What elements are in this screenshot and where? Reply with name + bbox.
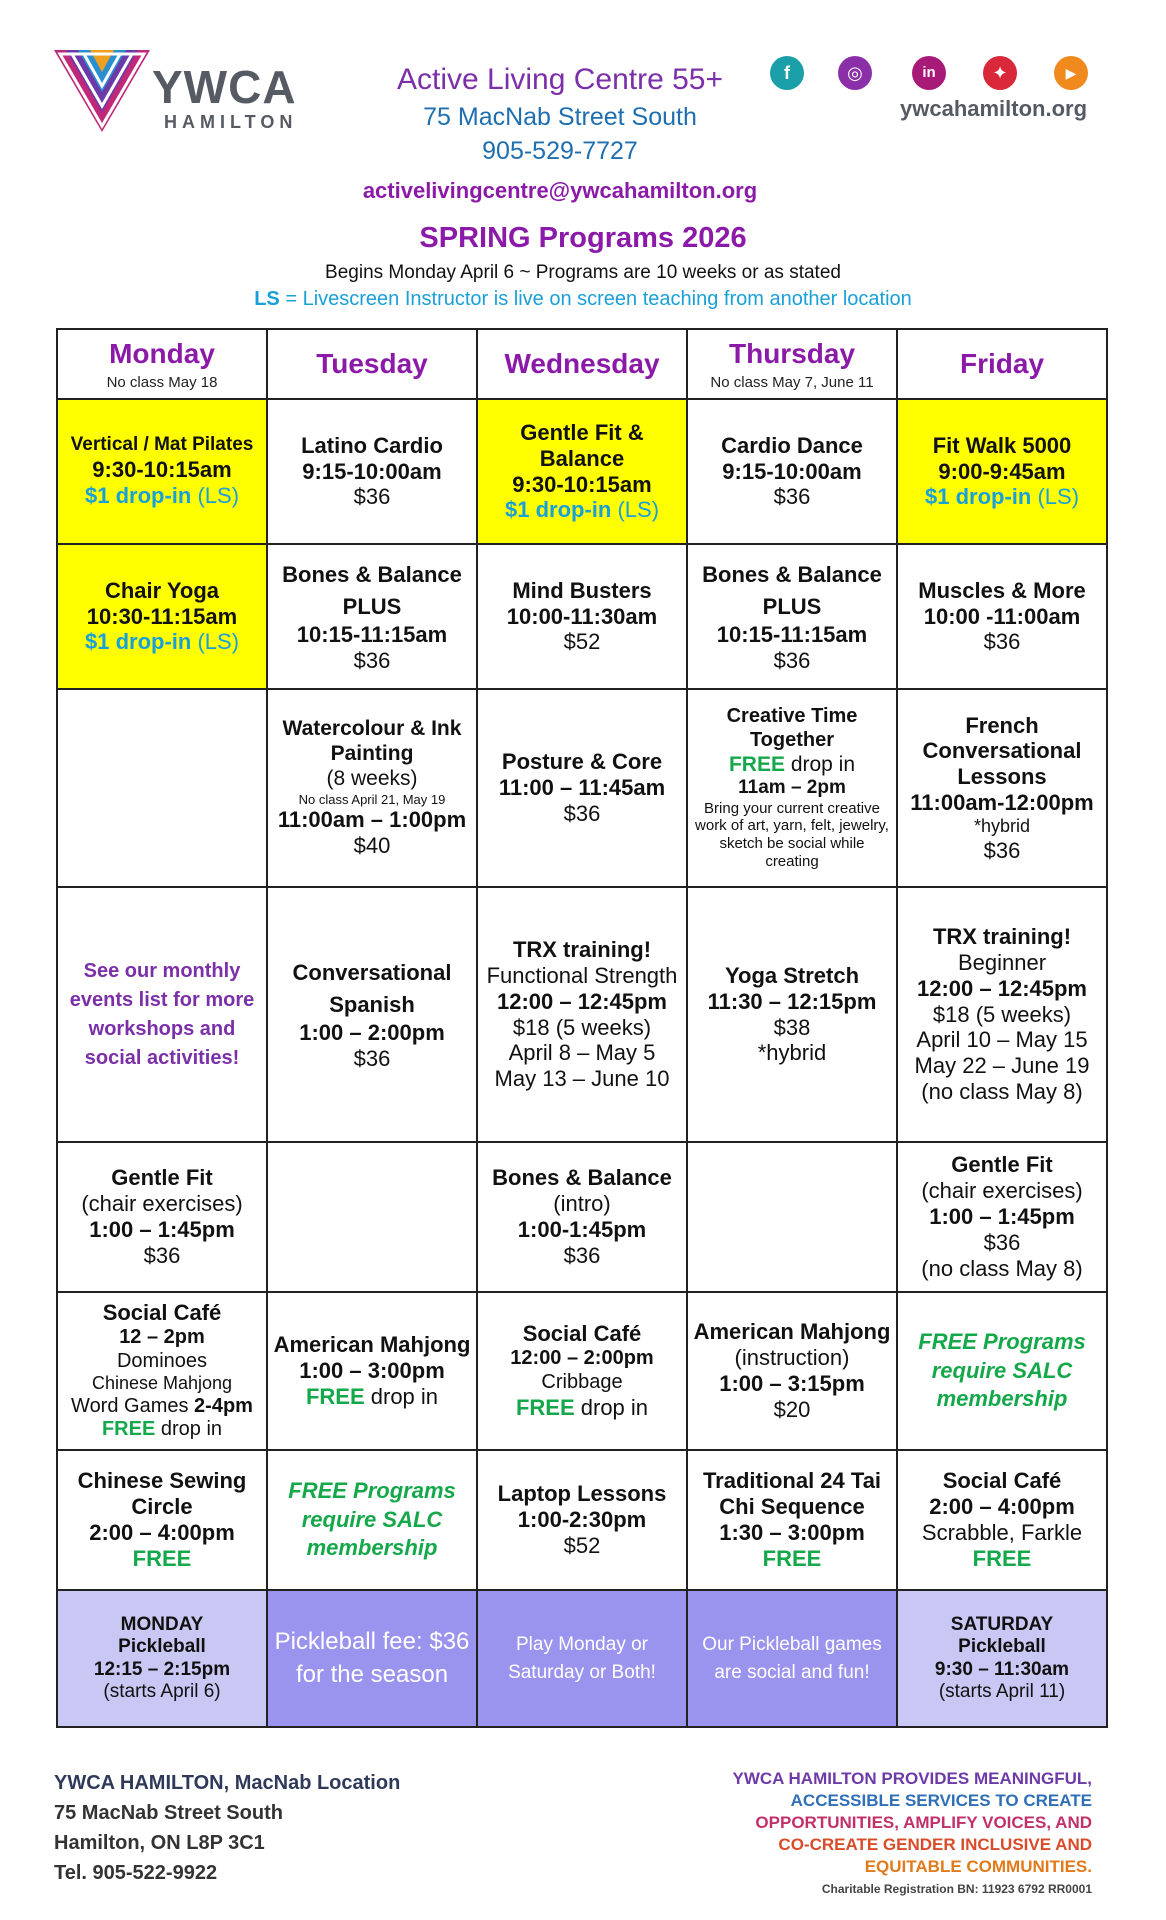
program-time: 9:30-10:15am <box>512 471 652 497</box>
membership-note: FREE Programs require SALC membership <box>918 1329 1086 1412</box>
program-dropin: $1 drop-in (LS) <box>84 629 240 655</box>
membership-note-cell <box>897 1292 1107 1450</box>
program-title: American Mahjong <box>693 1319 891 1345</box>
program-free: FREE <box>762 1545 822 1571</box>
program-cell-fit-walk <box>897 399 1107 544</box>
program-price: $36 <box>563 800 601 826</box>
pickleball-time: 12:15 – 2:15pm <box>93 1658 231 1680</box>
program-title: Conversational Spanish <box>292 959 452 1017</box>
program-title: Social Café <box>102 1300 222 1326</box>
program-title: Vertical / Mat Pilates <box>70 434 254 456</box>
pickleball-days-cell <box>477 1590 687 1727</box>
program-activity: Word Games 2-4pm <box>71 1394 253 1417</box>
monthly-events-note: See our monthly events list for more workshops and social activities! <box>69 959 255 1069</box>
program-dropin: $1 drop-in (LS) <box>84 482 240 508</box>
pickleball-days-note: Play Monday or Saturday or Both! <box>508 1633 656 1683</box>
program-title: TRX training! <box>932 923 1072 949</box>
program-time: 2:00 – 4:00pm <box>89 1520 235 1545</box>
program-title: Watercolour & Ink Painting <box>282 717 462 765</box>
program-title: Yoga Stretch <box>724 962 860 988</box>
program-time: 12:00 – 2:00pm <box>510 1347 654 1370</box>
program-time: 9:30-10:15am <box>92 456 232 482</box>
program-title: Social Café <box>942 1468 1062 1494</box>
pickleball-social-note: Our Pickleball games are social and fun! <box>702 1633 882 1683</box>
footer-street: 75 MacNab Street South <box>54 1802 283 1824</box>
program-cell-muscles-more <box>897 544 1107 689</box>
pickleball-start: (starts April 11) <box>938 1680 1066 1702</box>
day-header-row <box>57 329 1107 399</box>
program-dropin: $1 drop-in (LS) <box>504 497 660 523</box>
program-time: 12 – 2pm <box>119 1326 205 1349</box>
program-price: $52 <box>563 1532 601 1558</box>
pickleball-saturday-cell <box>897 1590 1107 1727</box>
program-subtitle: (intro) <box>553 1191 611 1217</box>
program-subtitle: (chair exercises) <box>921 1178 1083 1204</box>
program-cell-spanish <box>267 887 477 1142</box>
program-dates: April 10 – May 15 <box>916 1027 1088 1053</box>
pickleball-start: (starts April 6) <box>103 1680 221 1702</box>
program-cell-american-mahjong-instruction <box>687 1292 897 1450</box>
program-time: 10:15-11:15am <box>716 622 868 648</box>
pickleball-monday-cell <box>57 1590 267 1727</box>
program-subtitle: Beginner <box>957 949 1047 975</box>
program-time: 1:00-1:45pm <box>517 1217 647 1242</box>
empty-cell <box>267 1142 477 1292</box>
day-header-wednesday: Wednesday <box>477 329 687 399</box>
program-dropin: FREE drop in <box>101 1418 223 1441</box>
program-title: Posture & Core <box>501 749 663 775</box>
program-price: $18 (5 weeks) <box>932 1001 1072 1027</box>
empty-cell <box>687 1142 897 1292</box>
mission-line: CO-CREATE GENDER INCLUSIVE AND <box>778 1835 1092 1854</box>
program-cell-trx-functional <box>477 887 687 1142</box>
program-cell-social-cafe-mon <box>57 1292 267 1450</box>
program-time: 11:00am-12:00pm <box>910 790 1094 816</box>
pickleball-social-cell <box>687 1590 897 1727</box>
footer-mission <box>672 1768 1092 1900</box>
program-free: FREE <box>132 1545 192 1571</box>
program-price: $36 <box>983 837 1021 863</box>
day-header-thursday: Thursday No class May 7, June 11 <box>687 329 897 399</box>
program-title: Creative Time Together <box>726 705 858 752</box>
program-time: 11:30 – 12:15pm <box>707 988 877 1014</box>
program-title: Social Café <box>522 1321 642 1347</box>
charitable-registration: Charitable Registration BN: 11923 6792 RR0001 <box>821 1882 1092 1896</box>
program-title: Gentle Fit <box>111 1165 213 1191</box>
program-cell-bones-balance-intro <box>477 1142 687 1292</box>
twitter-icon[interactable]: ✦ <box>983 56 1017 90</box>
program-price: $18 (5 weeks) <box>512 1014 652 1040</box>
schedule-row <box>57 1142 1107 1292</box>
program-title: French Conversational Lessons <box>922 712 1082 790</box>
program-title: Mind Busters <box>512 577 652 603</box>
social-links <box>770 56 1090 92</box>
membership-note-cell <box>267 1450 477 1590</box>
program-time: 1:00 – 3:00pm <box>299 1358 445 1384</box>
program-price: $36 <box>983 1229 1021 1255</box>
centre-title: Active Living Centre 55+ <box>396 63 723 96</box>
program-cell-social-cafe-fri <box>897 1450 1107 1590</box>
program-price: $36 <box>353 648 391 674</box>
program-time: 1:00 – 2:00pm <box>299 1020 445 1046</box>
facebook-icon[interactable]: f <box>770 56 804 90</box>
program-time: 1:00 – 3:15pm <box>719 1371 865 1396</box>
program-title: Chinese Sewing Circle <box>77 1468 247 1520</box>
program-cell-watercolour <box>267 689 477 887</box>
program-title: Latino Cardio <box>301 432 443 458</box>
day-header-friday: Friday <box>897 329 1107 399</box>
program-title: Bones & Balance <box>492 1165 672 1191</box>
website-link[interactable]: ywcahamilton.org <box>900 96 1088 121</box>
program-activity: Dominoes <box>116 1349 208 1372</box>
ywca-logo <box>52 46 302 136</box>
program-title: Gentle Fit <box>951 1152 1053 1178</box>
program-cell-latino-cardio <box>267 399 477 544</box>
schedule-row <box>57 689 1107 887</box>
centre-address: 75 MacNab Street South <box>423 103 697 131</box>
schedule-row <box>57 887 1107 1142</box>
logo-subtitle: HAMILTON <box>164 112 298 132</box>
program-title: Laptop Lessons <box>497 1481 667 1507</box>
program-time: 10:00 -11:00am <box>923 603 1081 629</box>
footer-address <box>54 1768 400 1888</box>
logo-wordmark: YWCA <box>152 61 297 113</box>
program-title: Cardio Dance <box>721 432 863 458</box>
program-title: Muscles & More <box>918 577 1086 603</box>
program-time: 10:30-11:15am <box>86 603 238 629</box>
pickleball-fee: Pickleball fee: $36 for the season <box>274 1628 470 1688</box>
program-title: Gentle Fit & Balance <box>520 419 644 471</box>
program-title: Fit Walk 5000 <box>932 432 1072 458</box>
program-cell-cardio-dance <box>687 399 897 544</box>
mission-line: EQUITABLE COMMUNITIES. <box>864 1857 1092 1876</box>
program-duration: (8 weeks) <box>326 766 418 790</box>
program-cell-chair-yoga <box>57 544 267 689</box>
program-time: 1:30 – 3:00pm <box>719 1520 865 1545</box>
pickleball-row <box>57 1590 1107 1727</box>
program-time: 9:15-10:00am <box>302 458 442 484</box>
footer-org: YWCA HAMILTON, MacNab Location <box>54 1772 401 1794</box>
schedule-row <box>57 544 1107 689</box>
program-price: $38 <box>773 1014 811 1040</box>
youtube-icon[interactable]: ▶ <box>1054 56 1088 90</box>
day-header-monday: Monday No class May 18 <box>57 329 267 399</box>
program-cell-yoga-stretch <box>687 887 897 1142</box>
program-format: *hybrid <box>757 1040 827 1066</box>
program-description: Bring your current creative work of art, yarn, felt, jewelry, sketch be social while creating <box>695 799 889 870</box>
program-cell-trx-beginner <box>897 887 1107 1142</box>
season-start-note: Begins Monday April 6 ~ Programs are 10 weeks or as stated <box>325 262 841 283</box>
pickleball-time: 9:30 – 11:30am <box>934 1658 1070 1680</box>
schedule-table <box>56 328 1108 1728</box>
program-subtitle: (chair exercises) <box>81 1191 243 1217</box>
footer-tel: Tel. 905-522-9922 <box>54 1862 218 1884</box>
program-price: $36 <box>353 1046 391 1072</box>
program-time: 12:00 – 12:45pm <box>497 988 667 1014</box>
mission-line: ACCESSIBLE SERVICES TO CREATE <box>790 1791 1092 1810</box>
program-activity: Cribbage <box>541 1371 623 1393</box>
program-price: $20 <box>773 1396 811 1422</box>
program-subtitle: Functional Strength <box>486 962 678 988</box>
program-cell-laptop-lessons <box>477 1450 687 1590</box>
program-price: $36 <box>773 648 811 674</box>
program-title: Bones & Balance PLUS <box>702 561 882 619</box>
program-cell-french <box>897 689 1107 887</box>
program-format: *hybrid <box>973 816 1031 837</box>
ls-key: LS <box>254 288 280 310</box>
program-dropin: FREE drop in <box>728 752 856 776</box>
program-time: 11am – 2pm <box>738 777 846 799</box>
program-time: 10:00-11:30am <box>506 603 658 629</box>
program-cell-gentle-fit-mon <box>57 1142 267 1292</box>
program-time: 9:15-10:00am <box>722 458 862 484</box>
program-cell-gentle-fit-balance <box>477 399 687 544</box>
program-cell-gentle-fit-fri <box>897 1142 1107 1292</box>
program-title: TRX training! <box>512 936 652 962</box>
header-contact <box>300 60 820 210</box>
program-dates: April 8 – May 5 <box>508 1040 656 1066</box>
ls-description: = Livescreen Instructor is live on screen teaching from another location <box>279 288 912 310</box>
program-price: $40 <box>353 832 391 858</box>
program-price: $36 <box>143 1242 181 1268</box>
program-note: No class April 21, May 19 <box>298 791 446 807</box>
program-cell-creative-time <box>687 689 897 887</box>
program-title: Chair Yoga <box>104 577 220 603</box>
program-time: 10:15-11:15am <box>296 622 448 648</box>
program-price: $36 <box>353 484 391 510</box>
schedule-row <box>57 399 1107 544</box>
program-cell-posture-core <box>477 689 687 887</box>
linkedin-icon[interactable]: in <box>912 56 946 90</box>
program-time: 9:00-9:45am <box>938 458 1066 484</box>
program-title: American Mahjong <box>273 1332 471 1358</box>
program-note: (no class May 8) <box>921 1079 1083 1105</box>
program-time: 11:00am – 1:00pm <box>277 806 467 832</box>
program-title: Traditional 24 Tai Chi Sequence <box>702 1468 882 1520</box>
program-title: Bones & Balance PLUS <box>282 561 462 619</box>
program-time: 1:00 – 1:45pm <box>929 1204 1075 1230</box>
monday-note: No class May 18 <box>106 373 218 391</box>
program-time: 1:00-2:30pm <box>517 1507 647 1533</box>
program-price: $36 <box>773 484 811 510</box>
mission-line: OPPORTUNITIES, AMPLIFY VOICES, AND <box>755 1813 1092 1832</box>
program-cell-tai-chi <box>687 1450 897 1590</box>
program-dropin: $1 drop-in (LS) <box>924 484 1080 510</box>
thursday-note: No class May 7, June 11 <box>710 373 874 391</box>
program-time: 1:00 – 1:45pm <box>89 1217 235 1242</box>
program-time: 12:00 – 12:45pm <box>917 975 1087 1001</box>
program-note: (no class May 8) <box>921 1255 1083 1281</box>
pickleball-title: Pickleball <box>118 1636 206 1658</box>
schedule-row <box>57 1450 1107 1590</box>
program-time: 11:00 – 11:45am <box>498 775 666 801</box>
schedule-row <box>57 1292 1107 1450</box>
program-cell-mind-busters <box>477 544 687 689</box>
membership-note: FREE Programs require SALC membership <box>288 1478 456 1561</box>
program-cell-bones-balance-plus-thu <box>687 544 897 689</box>
pickleball-day: MONDAY <box>120 1613 204 1635</box>
program-dates: May 22 – June 19 <box>914 1053 1090 1079</box>
program-cell-chinese-sewing <box>57 1450 267 1590</box>
program-cell-social-cafe-wed <box>477 1292 687 1450</box>
program-price: $36 <box>983 629 1021 655</box>
footer-city: Hamilton, ON L8P 3C1 <box>54 1832 265 1854</box>
day-header-tuesday: Tuesday <box>267 329 477 399</box>
program-cell-american-mahjong <box>267 1292 477 1450</box>
mission-line: YWCA HAMILTON PROVIDES MEANINGFUL, <box>732 1769 1092 1788</box>
empty-cell <box>57 689 267 887</box>
program-activity: Scrabble, Farkle <box>921 1520 1083 1545</box>
centre-phone[interactable]: 905-529-7727 <box>482 137 638 165</box>
season-title: SPRING Programs 2026 <box>419 222 747 254</box>
program-dropin: FREE drop in <box>515 1394 649 1420</box>
program-free: FREE <box>972 1545 1032 1571</box>
program-cell-pilates <box>57 399 267 544</box>
instagram-icon[interactable]: ◎ <box>838 56 872 90</box>
program-dates: May 13 – June 10 <box>494 1066 670 1092</box>
events-note-cell <box>57 887 267 1142</box>
program-price: $52 <box>563 629 601 655</box>
program-dropin: FREE drop in <box>305 1383 439 1409</box>
ywca-logo-mark-icon <box>52 46 152 136</box>
program-price: $36 <box>563 1242 601 1268</box>
centre-email-link[interactable]: activelivingcentre@ywcahamilton.org <box>362 178 758 203</box>
pickleball-fee-cell <box>267 1590 477 1727</box>
pickleball-title: Pickleball <box>958 1636 1046 1658</box>
livescreen-legend <box>0 288 1166 311</box>
pickleball-day: SATURDAY <box>950 1613 1054 1635</box>
program-subtitle: (instruction) <box>734 1345 850 1371</box>
program-cell-bones-balance-plus <box>267 544 477 689</box>
program-time: 2:00 – 4:00pm <box>929 1494 1075 1520</box>
program-activity: Chinese Mahjong <box>91 1373 233 1394</box>
